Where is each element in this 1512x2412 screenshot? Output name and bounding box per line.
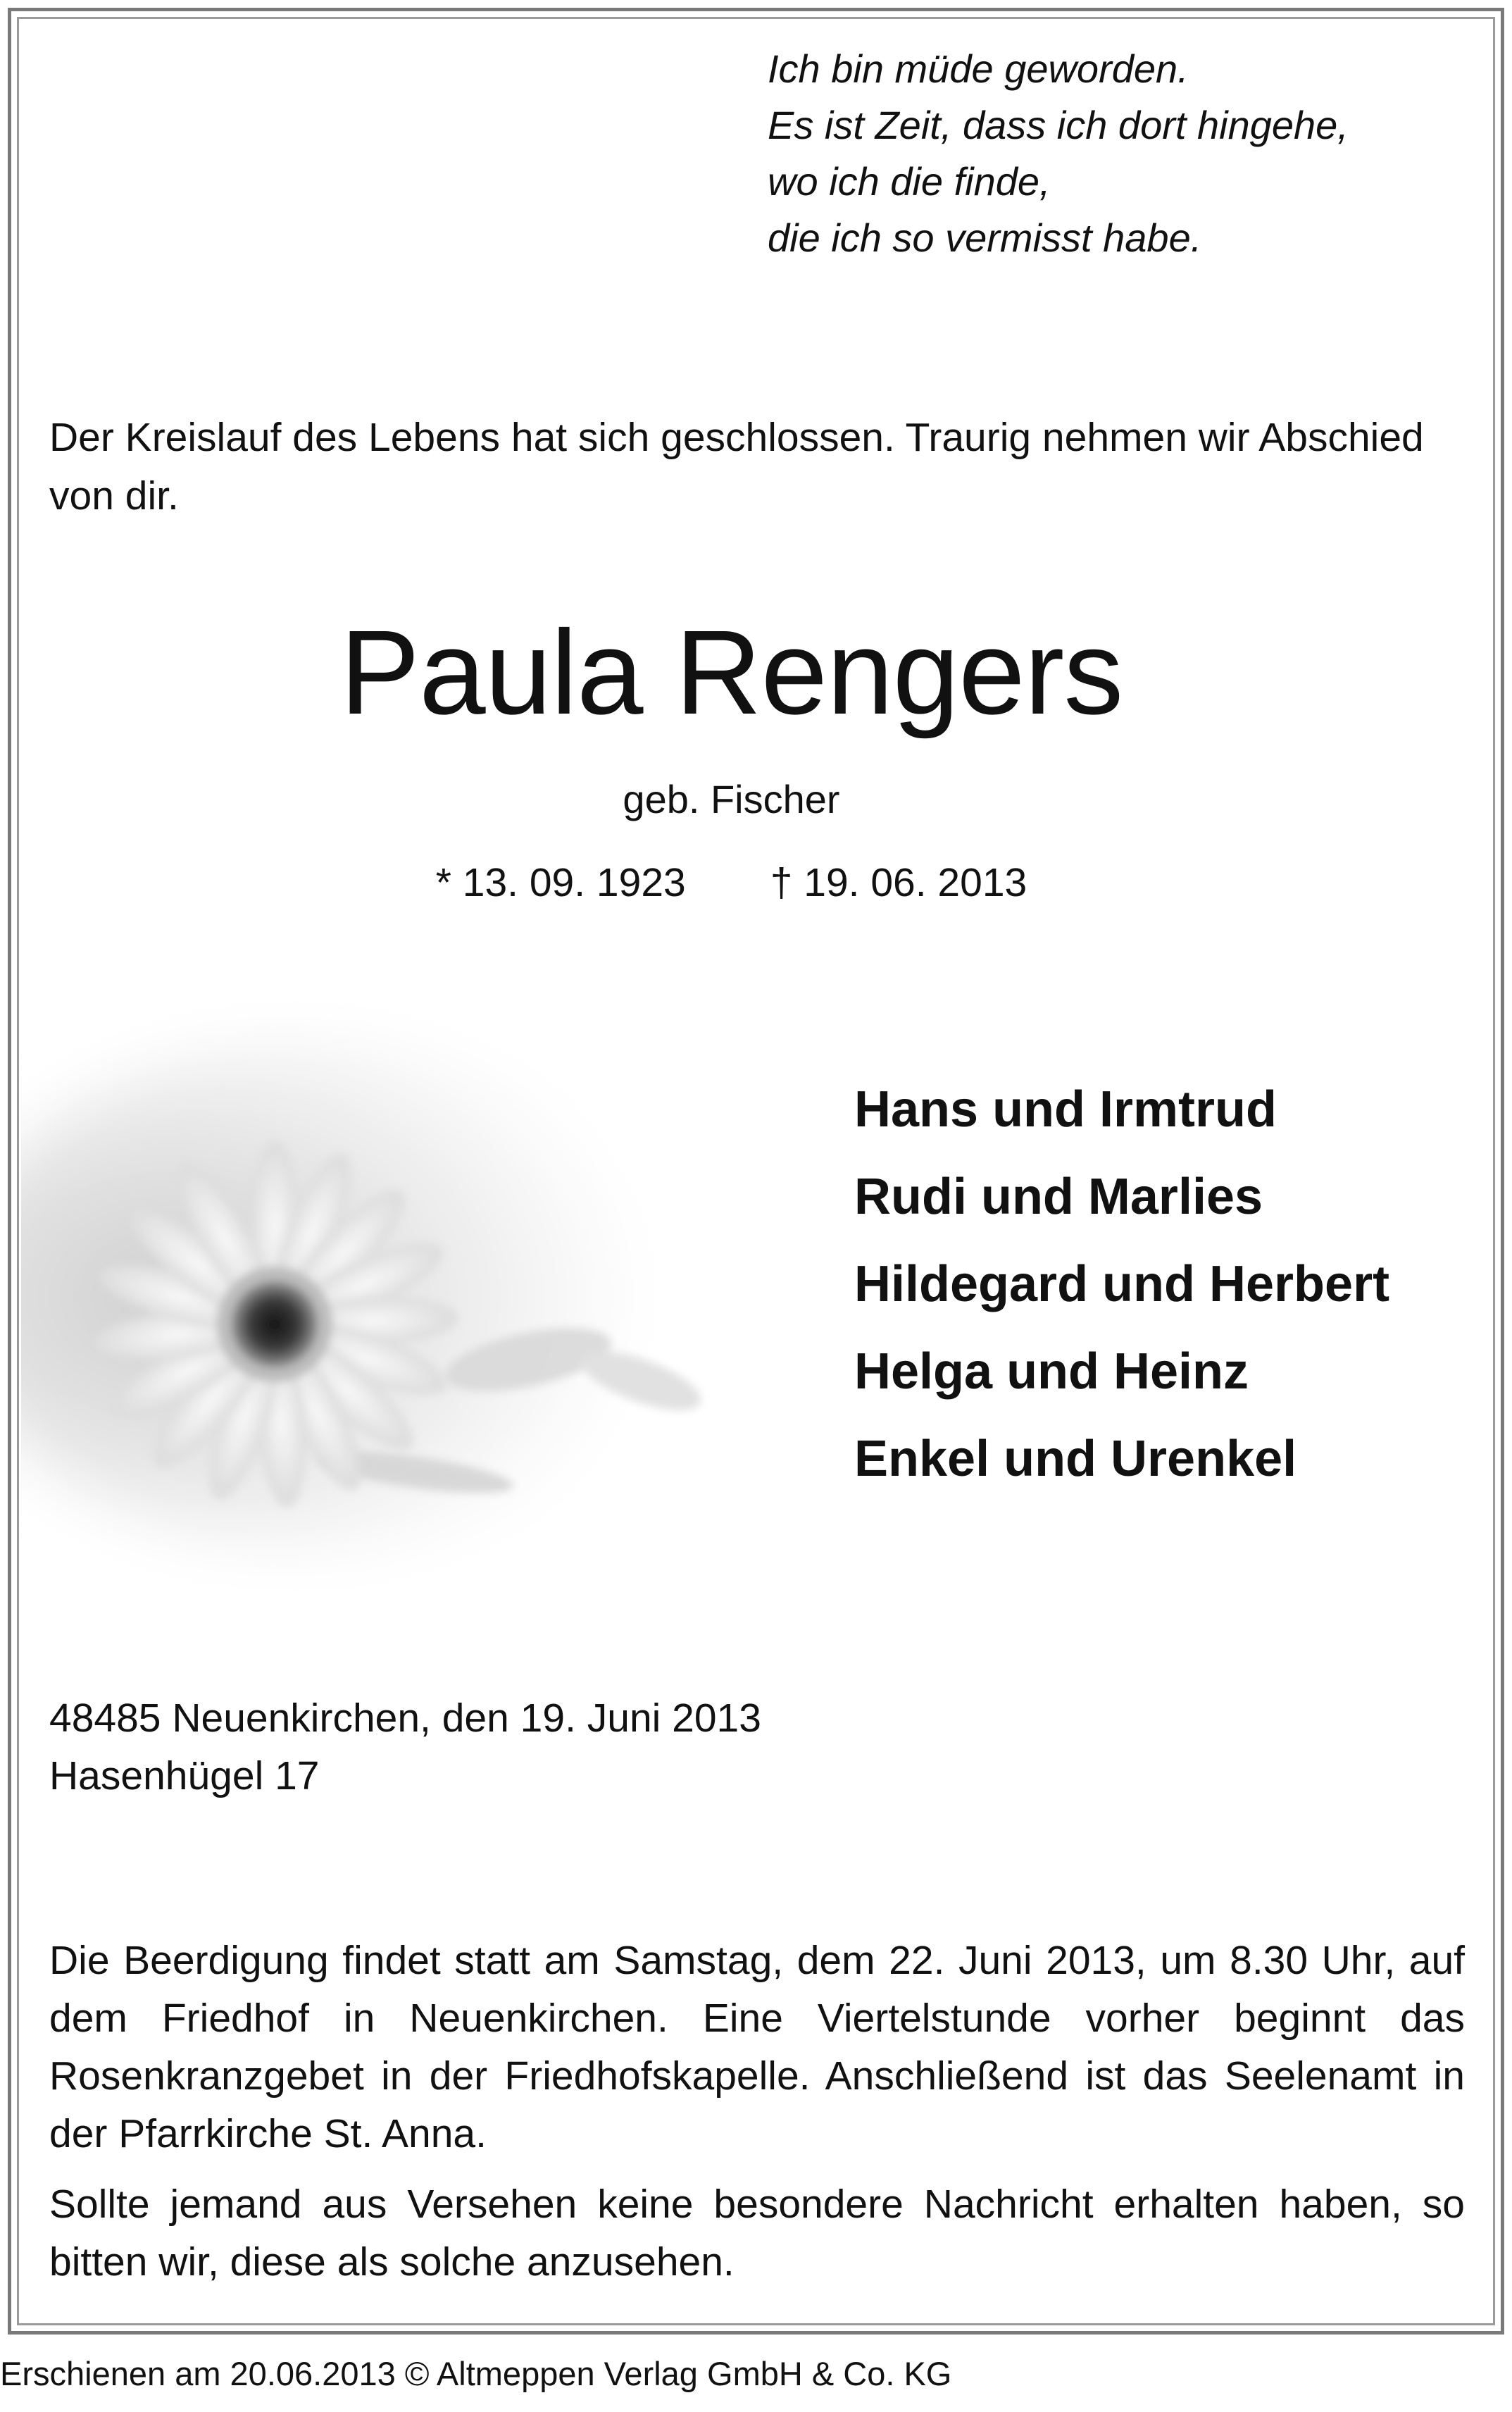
poem-line: Es ist Zeit, dass ich dort hingehe, — [768, 103, 1349, 147]
address-line: 48485 Neuenkirchen, den 19. Juni 2013 — [49, 1696, 761, 1741]
life-dates — [0, 858, 1512, 907]
family-entry: Helga und Heinz — [854, 1343, 1249, 1400]
poem — [768, 41, 1349, 266]
maiden-name: geb. Fischer — [623, 777, 840, 821]
notice-note: Sollte jemand aus Versehen keine besondere Nachricht erhalten haben, so bitten wir, diese als solche anzusehen. — [49, 2182, 1465, 2284]
poem-line: wo ich die finde, — [768, 159, 1051, 204]
address-block — [49, 1689, 761, 1805]
family-entry: Hildegard und Herbert — [854, 1256, 1390, 1312]
funeral-details: Die Beerdigung findet statt am Samstag, dem 22. Juni 2013, um 8.30 Uhr, auf dem Friedhof in Neuenkirchen. Eine Viertelstunde vorher beginnt das Rosenkranzgebet in der Friedhofskapelle. Anschließend ist das Seelenamt in der Pfarrkirche St. Anna. — [49, 1938, 1465, 2156]
publication-footer: Erschienen am 20.06.2013 © Altmeppen Verlag GmbH & Co. KG — [0, 2355, 952, 2392]
address-line: Hasenhügel 17 — [49, 1753, 320, 1798]
family-list — [854, 1066, 1389, 1503]
birth-date: * 13. 09. 1923 — [435, 860, 686, 905]
family-entry: Enkel und Urenkel — [854, 1431, 1297, 1487]
poem-line: Ich bin müde geworden. — [768, 46, 1189, 91]
gerbera-flower-image — [21, 965, 887, 1620]
family-entry: Rudi und Marlies — [854, 1169, 1263, 1225]
poem-line: die ich so vermisst habe. — [768, 216, 1202, 260]
deceased-name: Paula Rengers — [339, 606, 1123, 740]
intro-text: Der Kreislauf des Lebens hat sich geschlossen. Traurig nehmen wir Abschied von dir. — [49, 415, 1424, 518]
family-entry: Hans und Irmtrud — [854, 1081, 1277, 1138]
death-date: † 19. 06. 2013 — [770, 860, 1027, 905]
